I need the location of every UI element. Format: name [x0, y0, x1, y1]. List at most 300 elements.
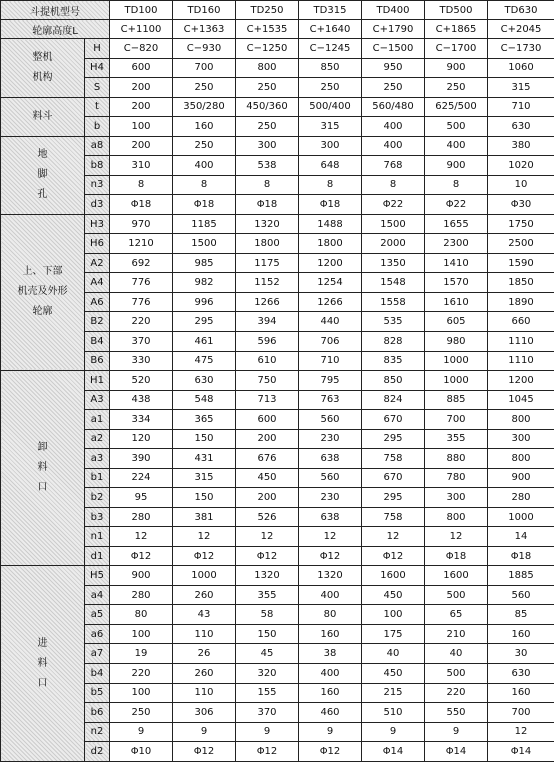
value-cell: Φ12	[299, 742, 362, 762]
param-label: n2	[85, 722, 110, 742]
value-cell: 1610	[425, 292, 488, 312]
param-row	[1, 156, 554, 176]
param-label: a8	[85, 136, 110, 156]
param-row	[1, 605, 554, 625]
value-cell: 950	[362, 58, 425, 78]
value-cell: 19	[110, 644, 173, 664]
value-cell: 1110	[488, 331, 554, 351]
value-cell: 630	[173, 371, 236, 391]
value-cell: 713	[236, 390, 299, 410]
value-cell: 43	[173, 605, 236, 625]
param-row	[1, 351, 554, 371]
param-row	[1, 175, 554, 195]
value-cell: 1020	[488, 156, 554, 176]
param-row	[1, 664, 554, 684]
value-cell: 370	[110, 331, 173, 351]
value-cell: 1850	[488, 273, 554, 293]
value-cell: 828	[362, 331, 425, 351]
param-row	[1, 468, 554, 488]
param-row	[1, 546, 554, 566]
value-cell: 100	[110, 683, 173, 703]
value-cell: 605	[425, 312, 488, 332]
value-cell: 220	[110, 312, 173, 332]
value-cell: 900	[488, 468, 554, 488]
value-cell: Φ22	[362, 195, 425, 215]
value-cell: 1590	[488, 253, 554, 273]
value-cell: 365	[173, 410, 236, 430]
value-cell: 535	[362, 312, 425, 332]
value-cell: 80	[299, 605, 362, 625]
value-cell: 1210	[110, 234, 173, 254]
model-header-row	[1, 1, 554, 20]
param-row	[1, 39, 554, 59]
value-cell: 1000	[425, 351, 488, 371]
value-cell: Φ18	[425, 546, 488, 566]
value-cell: 758	[362, 507, 425, 527]
group-label-line: 地	[1, 145, 84, 165]
model-cell: TD160	[173, 1, 236, 20]
value-cell: 900	[425, 156, 488, 176]
value-cell: 438	[110, 390, 173, 410]
value-cell: Φ22	[425, 195, 488, 215]
param-label: n1	[85, 527, 110, 547]
contour-cell: C+2045	[488, 20, 554, 39]
value-cell: 800	[425, 507, 488, 527]
value-cell: 150	[173, 429, 236, 449]
value-cell: 300	[425, 488, 488, 508]
param-row	[1, 507, 554, 527]
value-cell: 8	[236, 175, 299, 195]
value-cell: 250	[299, 78, 362, 98]
value-cell: 1410	[425, 253, 488, 273]
value-cell: Φ18	[173, 195, 236, 215]
contour-header-label: 轮廓高度L	[1, 20, 110, 39]
value-cell: 58	[236, 605, 299, 625]
group-label	[1, 39, 85, 98]
value-cell: 9	[110, 722, 173, 742]
value-cell: 1750	[488, 214, 554, 234]
value-cell: 250	[236, 78, 299, 98]
value-cell: 400	[425, 136, 488, 156]
value-cell: 315	[299, 117, 362, 137]
value-cell: 1350	[362, 253, 425, 273]
value-cell: 510	[362, 703, 425, 723]
value-cell: 996	[173, 292, 236, 312]
value-cell: 250	[173, 78, 236, 98]
value-cell: 260	[173, 585, 236, 605]
value-cell: 160	[299, 624, 362, 644]
value-cell: 150	[173, 488, 236, 508]
param-row	[1, 585, 554, 605]
value-cell: 120	[110, 429, 173, 449]
param-label: a6	[85, 624, 110, 644]
value-cell: 550	[425, 703, 488, 723]
value-cell: 300	[236, 136, 299, 156]
value-cell: 450/360	[236, 97, 299, 117]
value-cell: 800	[236, 58, 299, 78]
value-cell: 160	[173, 117, 236, 137]
param-row	[1, 253, 554, 273]
value-cell: 980	[425, 331, 488, 351]
value-cell: 630	[488, 664, 554, 684]
value-cell: 1500	[362, 214, 425, 234]
param-row	[1, 449, 554, 469]
value-cell: 315	[488, 78, 554, 98]
param-label: d1	[85, 546, 110, 566]
group-label-line: 料斗	[1, 107, 84, 127]
param-label: H3	[85, 214, 110, 234]
value-cell: 700	[425, 410, 488, 430]
value-cell: 350/280	[173, 97, 236, 117]
value-cell: 1000	[173, 566, 236, 586]
value-cell: 85	[488, 605, 554, 625]
value-cell: 600	[236, 410, 299, 430]
model-cell: TD630	[488, 1, 554, 20]
value-cell: 600	[110, 58, 173, 78]
value-cell: 12	[488, 722, 554, 742]
value-cell: 400	[299, 664, 362, 684]
value-cell: 280	[110, 585, 173, 605]
param-label: t	[85, 97, 110, 117]
value-cell: 250	[236, 117, 299, 137]
value-cell: 670	[362, 468, 425, 488]
value-cell: 1500	[173, 234, 236, 254]
value-cell: 8	[173, 175, 236, 195]
value-cell: 210	[425, 624, 488, 644]
value-cell: 9	[425, 722, 488, 742]
value-cell: 400	[299, 585, 362, 605]
value-cell: 200	[110, 78, 173, 98]
value-cell: Φ12	[236, 742, 299, 762]
value-cell: 500	[425, 117, 488, 137]
value-cell: 200	[110, 136, 173, 156]
param-label: B6	[85, 351, 110, 371]
model-cell: TD250	[236, 1, 299, 20]
value-cell: 560/480	[362, 97, 425, 117]
spec-table-body	[1, 1, 554, 762]
value-cell: Φ12	[173, 546, 236, 566]
param-row	[1, 410, 554, 430]
param-row	[1, 488, 554, 508]
value-cell: 1570	[425, 273, 488, 293]
value-cell: 900	[425, 58, 488, 78]
value-cell: 8	[299, 175, 362, 195]
value-cell: 65	[425, 605, 488, 625]
value-cell: 1800	[236, 234, 299, 254]
value-cell: 380	[488, 136, 554, 156]
value-cell: 710	[299, 351, 362, 371]
param-label: b4	[85, 664, 110, 684]
param-label: b	[85, 117, 110, 137]
value-cell: 334	[110, 410, 173, 430]
value-cell: 110	[173, 624, 236, 644]
value-cell: C−1245	[299, 39, 362, 59]
param-row	[1, 292, 554, 312]
value-cell: 9	[299, 722, 362, 742]
value-cell: 450	[362, 585, 425, 605]
value-cell: 710	[488, 97, 554, 117]
model-cell: TD400	[362, 1, 425, 20]
value-cell: 400	[362, 136, 425, 156]
value-cell: 1558	[362, 292, 425, 312]
value-cell: 38	[299, 644, 362, 664]
value-cell: 560	[488, 585, 554, 605]
value-cell: 40	[362, 644, 425, 664]
param-row	[1, 58, 554, 78]
value-cell: 80	[110, 605, 173, 625]
value-cell: 1200	[299, 253, 362, 273]
value-cell: 900	[110, 566, 173, 586]
group-label	[1, 566, 85, 761]
param-label: b8	[85, 156, 110, 176]
value-cell: 1548	[362, 273, 425, 293]
param-row	[1, 390, 554, 410]
value-cell: 548	[173, 390, 236, 410]
group-label-line: 料	[1, 458, 84, 478]
param-row	[1, 429, 554, 449]
value-cell: 300	[488, 429, 554, 449]
value-cell: 9	[362, 722, 425, 742]
param-label: b5	[85, 683, 110, 703]
value-cell: 560	[299, 410, 362, 430]
value-cell: 8	[425, 175, 488, 195]
param-label: H4	[85, 58, 110, 78]
value-cell: 440	[299, 312, 362, 332]
value-cell: Φ18	[488, 546, 554, 566]
param-label: A2	[85, 253, 110, 273]
group-label-line: 上、下部	[1, 262, 84, 282]
value-cell: 330	[110, 351, 173, 371]
param-row	[1, 273, 554, 293]
value-cell: 215	[362, 683, 425, 703]
value-cell: 95	[110, 488, 173, 508]
value-cell: Φ18	[236, 195, 299, 215]
value-cell: 450	[362, 664, 425, 684]
param-label: H	[85, 39, 110, 59]
value-cell: 800	[488, 410, 554, 430]
value-cell: 400	[173, 156, 236, 176]
value-cell: 500	[425, 664, 488, 684]
value-cell: 1110	[488, 351, 554, 371]
value-cell: 985	[173, 253, 236, 273]
value-cell: 461	[173, 331, 236, 351]
value-cell: C−1250	[236, 39, 299, 59]
value-cell: 596	[236, 331, 299, 351]
value-cell: C−1500	[362, 39, 425, 59]
value-cell: 12	[425, 527, 488, 547]
value-cell: 306	[173, 703, 236, 723]
value-cell: 224	[110, 468, 173, 488]
value-cell: 250	[425, 78, 488, 98]
group-label-line: 机壳及外形	[1, 282, 84, 302]
param-row	[1, 703, 554, 723]
param-label: A6	[85, 292, 110, 312]
value-cell: 538	[236, 156, 299, 176]
value-cell: 230	[299, 488, 362, 508]
value-cell: Φ14	[488, 742, 554, 762]
value-cell: 1200	[488, 371, 554, 391]
value-cell: Φ12	[110, 546, 173, 566]
value-cell: 450	[236, 468, 299, 488]
value-cell: 14	[488, 527, 554, 547]
value-cell: 460	[299, 703, 362, 723]
value-cell: 692	[110, 253, 173, 273]
value-cell: 526	[236, 507, 299, 527]
value-cell: 30	[488, 644, 554, 664]
value-cell: 824	[362, 390, 425, 410]
value-cell: 12	[236, 527, 299, 547]
group-label-line: 进	[1, 634, 84, 654]
value-cell: 320	[236, 664, 299, 684]
value-cell: 1488	[299, 214, 362, 234]
contour-cell: C+1865	[425, 20, 488, 39]
value-cell: C−1730	[488, 39, 554, 59]
param-label: a1	[85, 410, 110, 430]
model-header-label: 斗提机型号	[1, 1, 110, 20]
value-cell: 355	[236, 585, 299, 605]
value-cell: 776	[110, 273, 173, 293]
value-cell: 300	[299, 136, 362, 156]
value-cell: Φ30	[488, 195, 554, 215]
value-cell: 1320	[299, 566, 362, 586]
value-cell: 630	[488, 117, 554, 137]
group-label-line: 料	[1, 654, 84, 674]
value-cell: 295	[362, 488, 425, 508]
param-label: b1	[85, 468, 110, 488]
param-label: a4	[85, 585, 110, 605]
value-cell: 394	[236, 312, 299, 332]
param-row	[1, 117, 554, 137]
group-label	[1, 214, 85, 370]
param-label: b3	[85, 507, 110, 527]
value-cell: 200	[110, 97, 173, 117]
param-label: b2	[85, 488, 110, 508]
value-cell: 560	[299, 468, 362, 488]
value-cell: Φ12	[362, 546, 425, 566]
model-cell: TD500	[425, 1, 488, 20]
value-cell: 880	[425, 449, 488, 469]
value-cell: 638	[299, 449, 362, 469]
value-cell: 100	[362, 605, 425, 625]
group-label-line: 整机	[1, 48, 84, 68]
value-cell: 12	[362, 527, 425, 547]
value-cell: 1060	[488, 58, 554, 78]
value-cell: 390	[110, 449, 173, 469]
value-cell: 500/400	[299, 97, 362, 117]
value-cell: 625/500	[425, 97, 488, 117]
param-label: B4	[85, 331, 110, 351]
value-cell: 295	[173, 312, 236, 332]
group-label-line: 脚	[1, 165, 84, 185]
value-cell: 970	[110, 214, 173, 234]
value-cell: 676	[236, 449, 299, 469]
param-row	[1, 78, 554, 98]
group-label-line: 卸	[1, 438, 84, 458]
value-cell: 1600	[362, 566, 425, 586]
param-label: a2	[85, 429, 110, 449]
value-cell: 1152	[236, 273, 299, 293]
param-row	[1, 683, 554, 703]
param-row	[1, 566, 554, 586]
value-cell: 1890	[488, 292, 554, 312]
group-label-line: 机构	[1, 68, 84, 88]
value-cell: 2000	[362, 234, 425, 254]
value-cell: 310	[110, 156, 173, 176]
value-cell: 175	[362, 624, 425, 644]
value-cell: 670	[362, 410, 425, 430]
value-cell: 250	[362, 78, 425, 98]
value-cell: Φ12	[173, 742, 236, 762]
value-cell: 400	[362, 117, 425, 137]
value-cell: 295	[362, 429, 425, 449]
value-cell: 110	[173, 683, 236, 703]
value-cell: 355	[425, 429, 488, 449]
contour-cell: C+1640	[299, 20, 362, 39]
value-cell: 12	[299, 527, 362, 547]
value-cell: 1175	[236, 253, 299, 273]
value-cell: 520	[110, 371, 173, 391]
group-label-line: 口	[1, 674, 84, 694]
param-row	[1, 742, 554, 762]
value-cell: 1655	[425, 214, 488, 234]
value-cell: 700	[488, 703, 554, 723]
value-cell: 8	[362, 175, 425, 195]
value-cell: 230	[299, 429, 362, 449]
value-cell: 795	[299, 371, 362, 391]
value-cell: 1266	[299, 292, 362, 312]
value-cell: 1185	[173, 214, 236, 234]
param-row	[1, 722, 554, 742]
value-cell: 250	[173, 136, 236, 156]
contour-header-row	[1, 20, 554, 39]
value-cell: 2300	[425, 234, 488, 254]
value-cell: 370	[236, 703, 299, 723]
value-cell: 9	[236, 722, 299, 742]
contour-cell: C+1790	[362, 20, 425, 39]
param-label: B2	[85, 312, 110, 332]
value-cell: 1320	[236, 214, 299, 234]
group-label	[1, 371, 85, 566]
param-label: d3	[85, 195, 110, 215]
param-row	[1, 195, 554, 215]
value-cell: 431	[173, 449, 236, 469]
param-row	[1, 234, 554, 254]
value-cell: 660	[488, 312, 554, 332]
param-label: a7	[85, 644, 110, 664]
group-label-line: 口	[1, 478, 84, 498]
param-label: H5	[85, 566, 110, 586]
value-cell: 12	[110, 527, 173, 547]
value-cell: 700	[173, 58, 236, 78]
param-label: S	[85, 78, 110, 98]
value-cell: 45	[236, 644, 299, 664]
contour-cell: C+1535	[236, 20, 299, 39]
group-label	[1, 97, 85, 136]
value-cell: 885	[425, 390, 488, 410]
value-cell: 1045	[488, 390, 554, 410]
param-row	[1, 136, 554, 156]
model-cell: TD100	[110, 1, 173, 20]
param-row	[1, 97, 554, 117]
value-cell: 768	[362, 156, 425, 176]
value-cell: 8	[110, 175, 173, 195]
value-cell: 155	[236, 683, 299, 703]
group-label	[1, 136, 85, 214]
value-cell: 280	[488, 488, 554, 508]
value-cell: C−930	[173, 39, 236, 59]
param-row	[1, 624, 554, 644]
value-cell: 26	[173, 644, 236, 664]
